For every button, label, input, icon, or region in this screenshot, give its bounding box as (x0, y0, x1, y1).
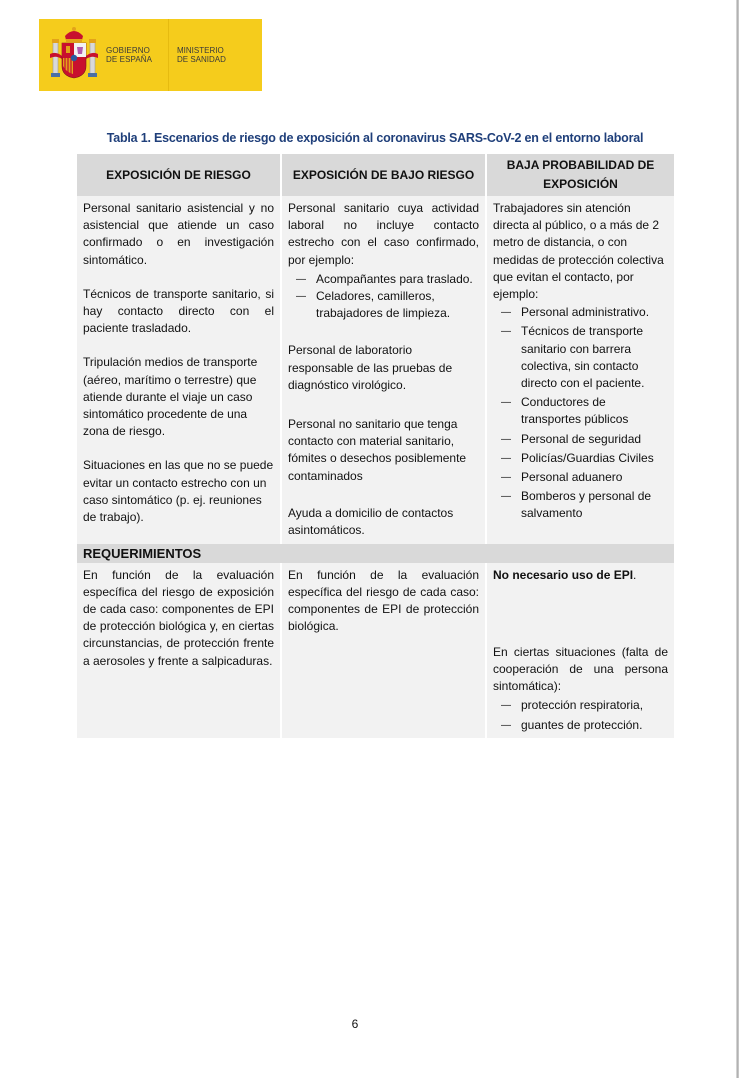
ministry-line-1: MINISTERIO (177, 46, 224, 55)
requirements-row (77, 563, 674, 738)
coat-of-arms-icon (48, 24, 100, 86)
government-name (106, 46, 164, 64)
low-probability-intro: Trabajadores sin atención directa al público, o a más de 2 metro de distancia, o con medidas de protección colectiva que evitan el contacto, por ejemplo: (493, 201, 664, 302)
requirements-exposure-risk: En función de la evaluación específica del riesgo de exposición de cada caso: componentes de EPI de protección biológica y, en ciertas circunstancias, de protección frente a aerosoles y frente a salpicaduras. (77, 563, 282, 738)
government-line-1: GOBIERNO (106, 46, 150, 55)
ministry-name (177, 46, 226, 64)
column-header-exposure-risk: EXPOSICIÓN DE RIESGO (77, 154, 282, 196)
list-item: — protección respiratoria, (501, 697, 668, 714)
list-item: Tripulación medios de transporte (aéreo, marítimo o terrestre) que atiende durante el viaje un caso sintomático procedente de una zona de riesgo. (83, 355, 258, 439)
scenarios-row (77, 196, 674, 544)
list-item: Personal sanitario asistencial y no asistencial que atiende un caso confirmado o en investigación sintomático. (83, 201, 274, 267)
certain-situations-text: En ciertas situaciones (falta de cooperación de una persona sintomática): (493, 644, 668, 694)
spacer (493, 584, 668, 644)
no-ppe-required (493, 567, 668, 584)
low-probability-cell (487, 196, 674, 544)
no-ppe-bold: No necesario uso de EPI (493, 567, 634, 582)
list-item: Ayuda a domicilio de contactos asintomáticos. (288, 505, 454, 538)
list-item: — Personal aduanero (501, 469, 668, 486)
government-logo (39, 19, 262, 91)
risk-scenarios-table (77, 154, 674, 738)
list-item: — Conductores de transportes públicos (501, 394, 668, 428)
ministry-line-2: DE SANIDAD (177, 55, 226, 64)
government-line-2: DE ESPAÑA (106, 55, 153, 64)
low-risk-cell (282, 196, 487, 544)
exposure-risk-cell (77, 196, 282, 544)
list-item: Técnicos de transporte sanitario, si hay contacto directo con el paciente trasladado. (83, 286, 274, 336)
requirements-header-row (77, 544, 674, 563)
logo-divider (168, 19, 169, 91)
low-risk-intro: Personal sanitario cuya actividad laboral no incluye contacto estrecho con el caso confirmado, por ejemplo: (288, 201, 479, 267)
table-caption: Tabla 1. Escenarios de riesgo de exposición al coronavirus SARS-CoV-2 en el entorno laboral (106, 131, 644, 145)
low-risk-examples (288, 271, 479, 323)
list-item: — Acompañantes para traslado. (296, 271, 479, 288)
list-item: Personal de laboratorio responsable de las pruebas de diagnóstico virológico. (288, 343, 453, 392)
list-item: Situaciones en las que no se puede evitar un contacto estrecho con un caso sintomático (p. ej. reuniones de trabajo). (83, 458, 274, 525)
table-header-row (77, 154, 674, 196)
column-header-low-probability: BAJA PROBABILIDAD DE EXPOSICIÓN (487, 154, 674, 196)
list-item: — Personal administrativo. (501, 304, 668, 321)
low-probability-examples (493, 304, 668, 522)
list-item: — Celadores, camilleros, trabajadores de limpieza. (296, 288, 479, 322)
requirements-low-risk: En función de la evaluación específica del riesgo de cada caso: componentes de EPI de protección biológica. (282, 563, 487, 738)
requirements-label: REQUERIMIENTOS (77, 544, 674, 563)
list-item: — Policías/Guardias Civiles (501, 450, 668, 467)
requirements-low-probability (487, 563, 674, 738)
list-item: — Técnicos de transporte sanitario con barrera colectiva, sin contacto directo con el paciente. (501, 323, 668, 392)
no-ppe-suffix: . (633, 567, 637, 582)
certain-situations-list (493, 697, 668, 733)
list-item: — guantes de protección. (501, 717, 668, 734)
column-header-low-risk: EXPOSICIÓN DE BAJO RIESGO (282, 154, 487, 196)
list-item: Personal no sanitario que tenga contacto con material sanitario, fómites o desechos posiblemente contaminados (288, 417, 467, 483)
list-item: — Bomberos y personal de salvamento (501, 488, 668, 522)
page-number: 6 (351, 1017, 359, 1031)
list-item: — Personal de seguridad (501, 431, 668, 448)
